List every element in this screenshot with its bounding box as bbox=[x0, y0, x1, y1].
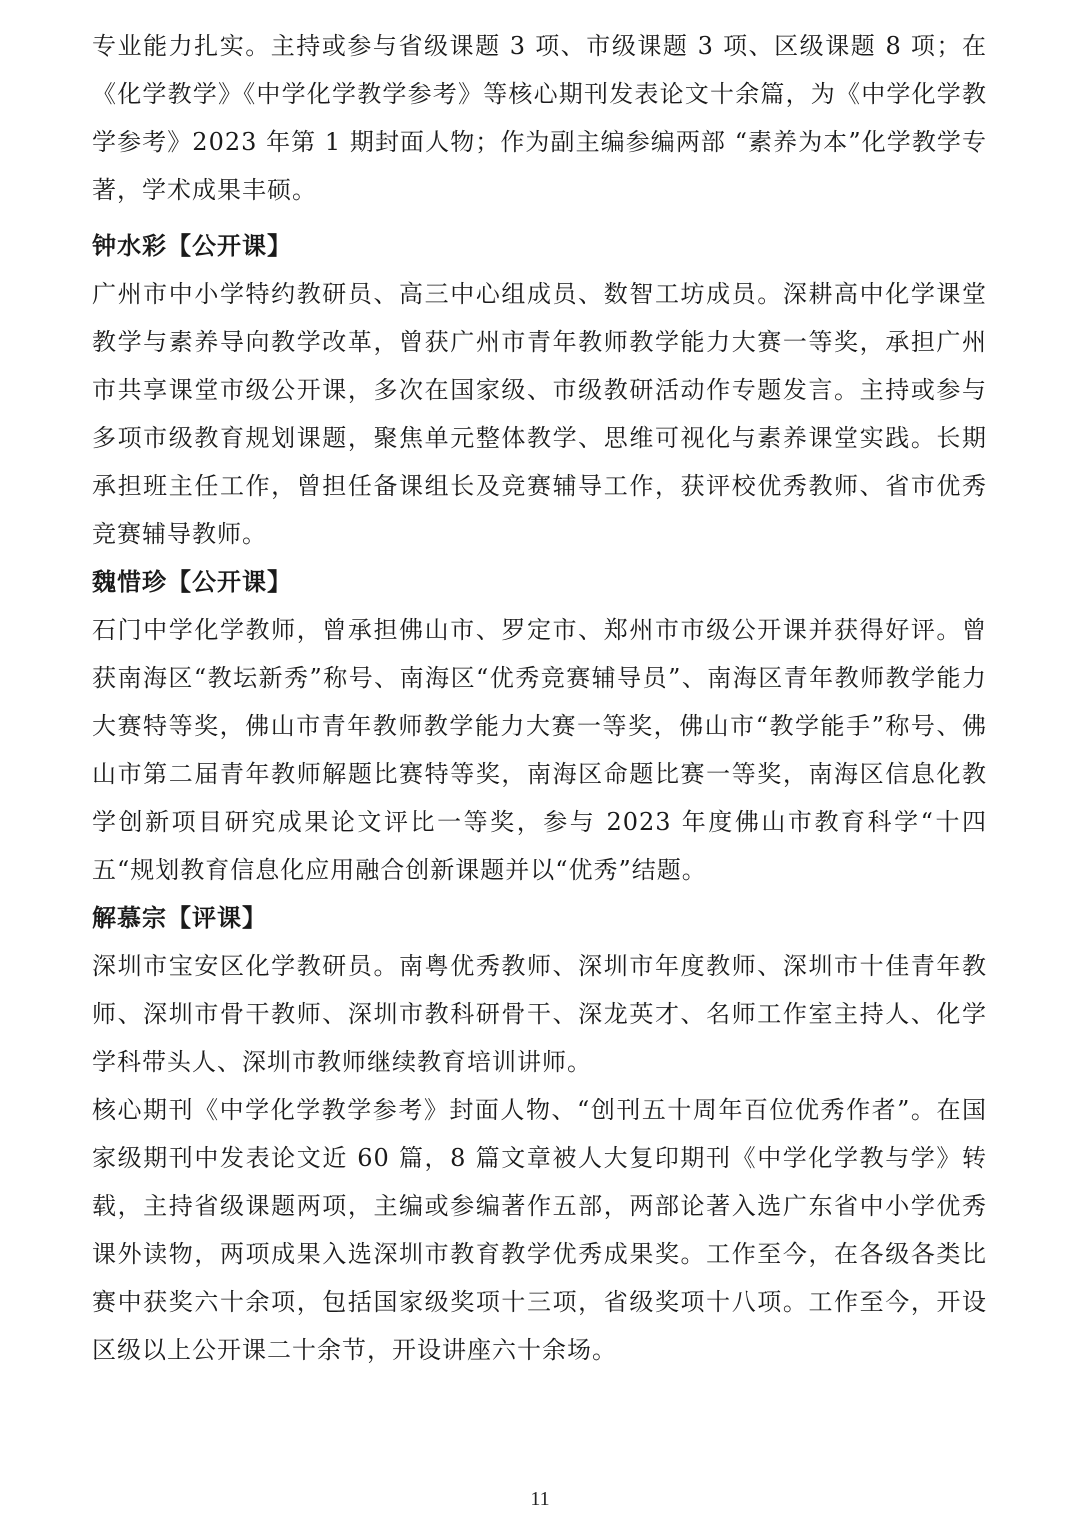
bio-paragraph-xie-muzong-2: 核心期刊《中学化学教学参考》封面人物、“创刊五十周年百位优秀作者”。在国家级期刊中发表论文近 60 篇，8 篇文章被人大复印期刊《中学化学教与学》转载，主持省级课题两项，主编或参编著作五部，两部论著入选广东省中小学优秀课外读物，两项成果入选深圳市教育教学优秀成果奖。工作至今，在各级各类比赛中获奖六十余项，包括国家级奖项十三项，省级奖项十八项。工作至今，开设区级以上公开课二十余节，开设讲座六十余场。 bbox=[92, 1096, 987, 1364]
section-heading-wei-xizhen: 魏惜珍【公开课】 bbox=[92, 568, 292, 596]
section-heading-zhong-shuicai: 钟水彩【公开课】 bbox=[92, 232, 292, 260]
bio-paragraph-xie-muzong-1: 深圳市宝安区化学教研员。南粤优秀教师、深圳市年度教师、深圳市十佳青年教师、深圳市骨干教师、深圳市教科研骨干、深龙英才、名师工作室主持人、化学学科带头人、深圳市教师继续教育培训讲师。 bbox=[92, 952, 987, 1076]
page-content bbox=[92, 22, 987, 1374]
section-heading-xie-muzong: 解慕宗【评课】 bbox=[92, 904, 267, 932]
page-number: 11 bbox=[530, 1488, 550, 1510]
bio-paragraph-zhong-shuicai: 广州市中小学特约教研员、高三中心组成员、数智工坊成员。深耕高中化学课堂教学与素养导向教学改革，曾获广州市青年教师教学能力大赛一等奖，承担广州市共享课堂市级公开课，多次在国家级、市级教研活动作专题发言。主持或参与多项市级教育规划课题，聚焦单元整体教学、思维可视化与素养课堂实践。长期承担班主任工作，曾担任备课组长及竞赛辅导工作，获评校优秀教师、省市优秀竞赛辅导教师。 bbox=[92, 280, 987, 548]
intro-paragraph: 专业能力扎实。主持或参与省级课题 3 项、市级课题 3 项、区级课题 8 项；在《化学教学》《中学化学教学参考》等核心期刊发表论文十余篇，为《中学化学教学参考》2023 年第 1 期封面人物；作为副主编参编两部 “素养为本”化学教学专著，学术成果丰硕。 bbox=[92, 32, 987, 204]
bio-paragraph-wei-xizhen: 石门中学化学教师，曾承担佛山市、罗定市、郑州市市级公开课并获得好评。曾获南海区“教坛新秀”称号、南海区“优秀竞赛辅导员”、南海区青年教师教学能力大赛特等奖，佛山市青年教师教学能力大赛一等奖，佛山市“教学能手”称号、佛山市第二届青年教师解题比赛特等奖，南海区命题比赛一等奖，南海区信息化教学创新项目研究成果论文评比一等奖，参与 2023 年度佛山市教育科学“十四五“规划教育信息化应用融合创新课题并以“优秀”结题。 bbox=[92, 616, 987, 884]
